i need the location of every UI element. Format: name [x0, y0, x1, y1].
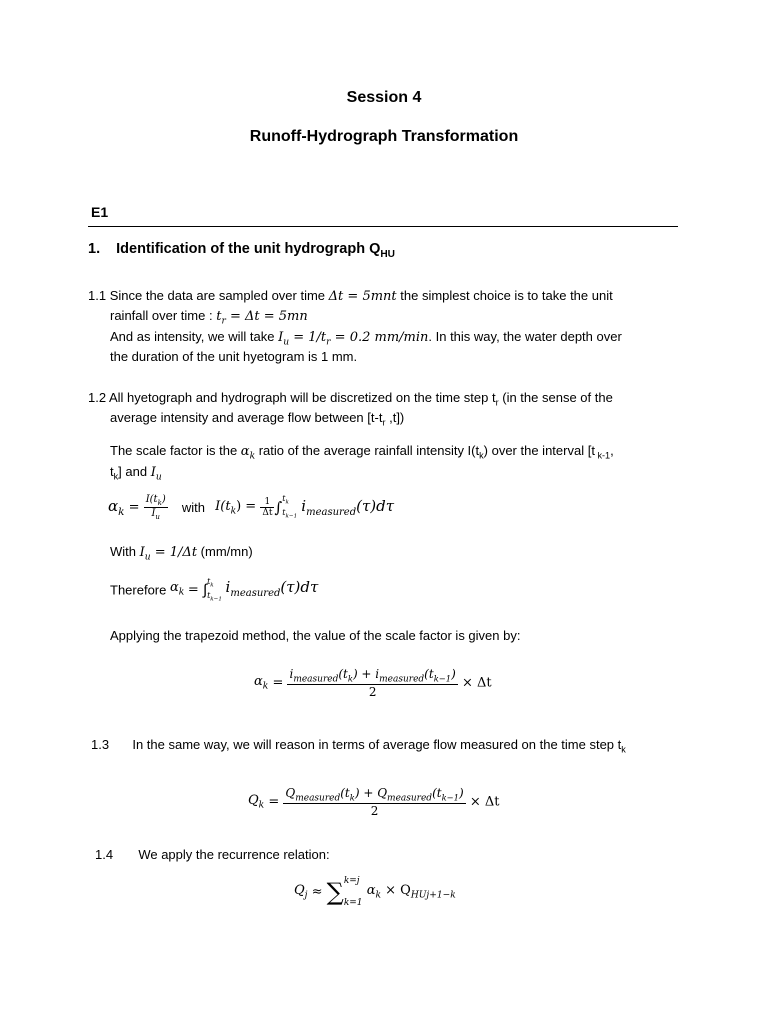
- section1-heading-text: Identification of the unit hydrograph Q: [116, 241, 381, 257]
- p1-3-line: 1.3 In the same way, we will reason in terms of average flow measured on the time step $t_k$: [91, 737, 626, 755]
- p1-1-dt-eq: Δt = 5mnt: [328, 289, 397, 304]
- trapezoid-text: Applying the trapezoid method, the value of the scale factor is given by:: [110, 628, 521, 643]
- p1-1-line1: [88, 286, 613, 307]
- p1-1-number: 1.1: [88, 288, 107, 303]
- p1-1-line4: the duration of the unit hyetogram is 1 mm.: [110, 349, 358, 364]
- alpha-definition-equation: $\alpha_k$ = $\frac{I(t_k)}{I_u}$ with $I(t_k)$ = $\frac{1}{\Delta t}$ ∫ $t_k$ $t_{k-1}$ $i_{measured}(\tau)d\tau$: [108, 494, 395, 522]
- recurrence-equation: $Q_j$ ≈ ∑ k=j k=1 $\alpha_k \times Q_{HUj+1-k}$: [294, 876, 456, 908]
- p1-2-text-a: All hyetograph and hydrograph will be discretized on the time step t: [108, 390, 496, 405]
- section1-heading-sub: HU: [380, 248, 395, 260]
- p1-1-text-a: Since the data are sampled over time: [109, 288, 326, 303]
- p1-2-number: 1.2: [88, 390, 107, 405]
- p1-4-number: 1.4: [95, 847, 114, 862]
- p1-2-line2: average intensity and average flow between [$t-t_r$ ,t]): [110, 410, 405, 428]
- exercise-label: E1: [91, 204, 109, 220]
- main-title: Runoff-Hydrograph Transformation: [249, 128, 519, 145]
- p1-1-text-c: rainfall over time :: [110, 308, 213, 323]
- p1-1-tr-eq: $t_r = \Delta t = 5mn$: [216, 309, 308, 327]
- with-iu-line: With $I_u = 1/\Delta t$ (mm/mn): [110, 544, 253, 563]
- p1-4-line: 1.4 We apply the recurrence relation:: [95, 847, 330, 862]
- section1-heading: [88, 241, 395, 260]
- q-average-equation: $Q_k$ = $\frac{Q_{measured}(t_k) + Q_{measured}(t_{k-1})}{2}$ × Δt: [248, 786, 500, 819]
- p1-2-scale-line2: $t_k$] and $I_u$: [110, 464, 162, 483]
- p1-1-text-e: . In this way, the water depth over: [428, 329, 622, 344]
- p1-2-scale-line1: The scale factor is the $\alpha_k$ ratio of the average rainfall intensity $I(t_k)$ over the interval [t $_{k-1}$,: [110, 443, 614, 462]
- p1-1-text-d: And as intensity, we will take: [110, 329, 275, 344]
- session-title: Session 4: [346, 89, 422, 106]
- p1-1-iu-eq: $I_u = 1/t_r = 0.2$ mm/min: [278, 330, 429, 348]
- p1-2-line1: 1.2 All hyetograph and hydrograph will be discretized on the time step $t_r$ (in the sense of the: [88, 390, 613, 408]
- section1-number: 1.: [88, 241, 101, 257]
- p1-2-text-b: (in the sense of the: [498, 390, 613, 405]
- p1-3-number: 1.3: [91, 737, 110, 752]
- section-divider: [88, 226, 678, 227]
- therefore-equation: Therefore $\alpha_k$ = ∫ $t_k$ $t_{k-1}$ $i_{measured}(\tau)d\tau$: [110, 577, 319, 603]
- p1-1-text-b: the simplest choice is to take the unit: [400, 288, 613, 303]
- alpha-trapezoid-equation: $\alpha_k$ = $\frac{i_{measured}(t_k) + i_{measured}(t_{k-1})}{2}$ × Δt: [254, 667, 492, 700]
